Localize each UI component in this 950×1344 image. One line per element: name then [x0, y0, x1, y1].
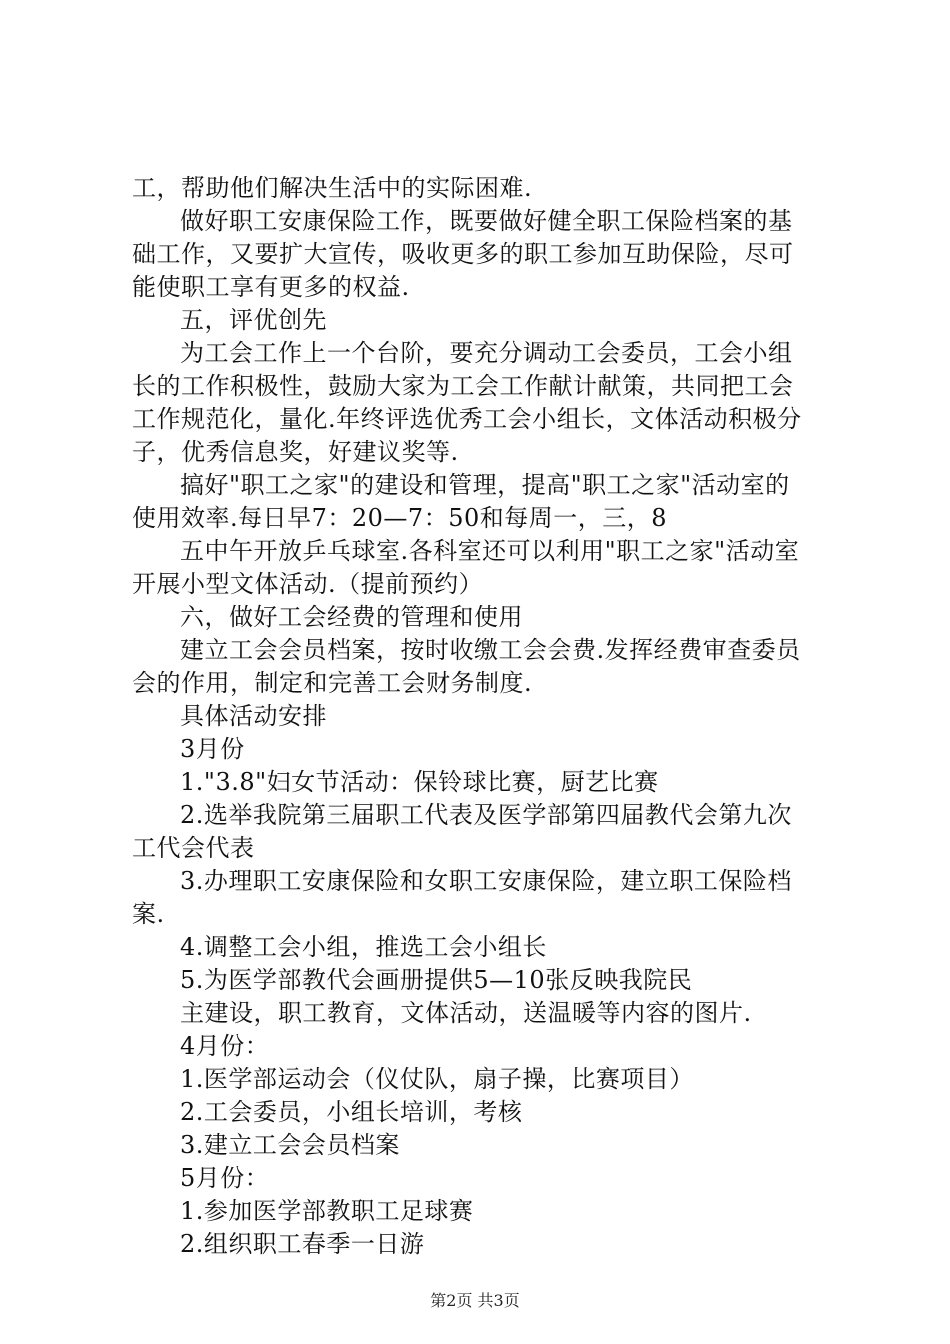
text-line: 建立工会会员档案，按时收缴工会会费.发挥经费审查委员: [180, 636, 801, 664]
list-item: 2.组织职工春季一日游: [180, 1230, 425, 1258]
text-line: 开展小型文体活动.（提前预约）: [132, 570, 484, 598]
list-item: 1.医学部运动会（仪仗队，扇子操，比赛项目）: [180, 1065, 694, 1093]
page-footer: 第2页 共3页: [430, 1291, 520, 1310]
text-line: 工作规范化，量化.年终评选优秀工会小组长，文体活动积极分: [132, 405, 802, 433]
list-item: 3.建立工会会员档案: [180, 1131, 400, 1159]
list-item: 3.办理职工安康保险和女职工安康保险，建立职工保险档: [180, 867, 792, 895]
list-item: 1.参加医学部教职工足球赛: [180, 1197, 474, 1225]
text-line: 子，优秀信息奖，好建议奖等.: [132, 438, 459, 466]
list-item: 2.选举我院第三届职工代表及医学部第四届教代会第九次: [180, 801, 792, 829]
text-line: 主建设，职工教育，文体活动，送温暖等内容的图片.: [180, 999, 752, 1027]
text-line: 会的作用，制定和完善工会财务制度.: [132, 669, 533, 697]
section-heading: 五，评优创先: [180, 306, 327, 334]
text-line: 五中午开放乒乓球室.各科室还可以利用"职工之家"活动室: [180, 537, 800, 565]
text-line: 做好职工安康保险工作，既要做好健全职工保险档案的基: [180, 207, 793, 235]
list-item: 4.调整工会小组，推选工会小组长: [180, 933, 547, 961]
text-line: 能使职工享有更多的权益.: [132, 273, 410, 301]
text-line: 为工会工作上一个台阶，要充分调动工会委员，工会小组: [180, 339, 793, 367]
list-item: 2.工会委员，小组长培训，考核: [180, 1098, 523, 1126]
section-heading: 六，做好工会经费的管理和使用: [180, 603, 523, 631]
text-line: 工，帮助他们解决生活中的实际困难.: [132, 174, 533, 202]
text-line: 工代会代表: [132, 834, 255, 862]
text-line: 础工作，又要扩大宣传，吸收更多的职工参加互助保险，尽可: [132, 240, 794, 268]
section-heading: 具体活动安排: [180, 702, 327, 730]
month-heading: 5月份：: [180, 1164, 270, 1192]
text-line: 搞好"职工之家"的建设和管理，提高"职工之家"活动室的: [180, 471, 790, 499]
list-item: 5.为医学部教代会画册提供5—10张反映我院民: [180, 966, 693, 994]
month-heading: 4月份：: [180, 1032, 270, 1060]
text-line: 案.: [132, 900, 165, 928]
text-line: 长的工作积极性，鼓励大家为工会工作献计献策，共同把工会: [132, 372, 794, 400]
text-line: 使用效率.每日早7：20—7：50和每周一，三，8: [132, 504, 668, 532]
month-heading: 3月份: [180, 735, 245, 763]
list-item: 1."3.8"妇女节活动：保铃球比赛，厨艺比赛: [180, 768, 659, 796]
